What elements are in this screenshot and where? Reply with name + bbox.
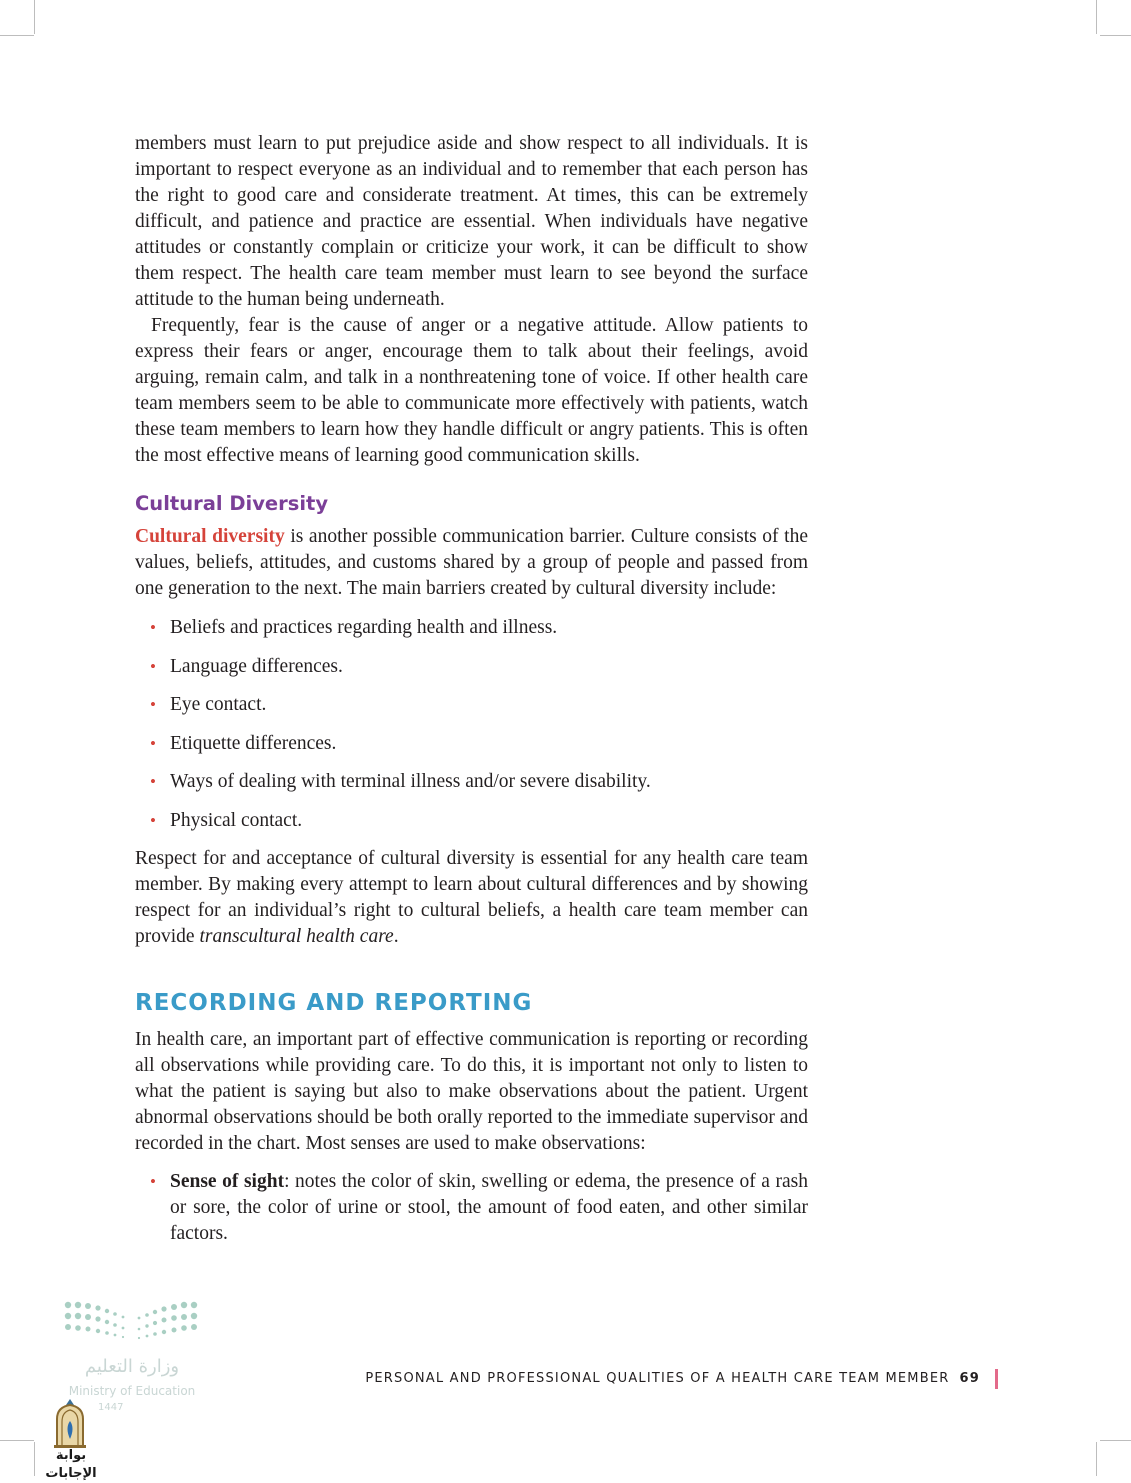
list-item: • Ways of dealing with terminal illness and/or severe disability. bbox=[135, 769, 808, 795]
crop-mark-bottom-right-h bbox=[1100, 1440, 1131, 1441]
closing-text: Respect for and acceptance of cultural diversity is essential for any health care team member. By making every attempt to learn about cultural differences and by showing respect for an individual’s right to cultural beliefs, a health care team member can provide bbox=[135, 848, 808, 947]
list-item: • Language differences. bbox=[135, 654, 808, 680]
answers-portal-label: بوابة الإجابات bbox=[45, 1448, 97, 1481]
list-item bbox=[135, 1169, 808, 1247]
recording-reporting-heading: RECORDING AND REPORTING bbox=[135, 990, 533, 1016]
recording-intro: In health care, an important part of effective communication is reporting or recording all observations while providing care. To do this, it is important not only to listen to what the patient is saying but also to make observations about the patient. Urgent abnormal observations should be both orally reported to the immediate supervisor and recorded in the chart. Most senses are used to make observations: bbox=[135, 1029, 808, 1154]
list-item: • Physical contact. bbox=[135, 808, 808, 834]
barriers-list bbox=[135, 615, 808, 834]
cultural-diversity-intro-text: is another possible communication barrier. Culture consists of the values, beliefs, attitudes, and customs shared by a group of people and passed from one generation to the next. The main barriers created by cultural diversity include: bbox=[135, 526, 808, 599]
closing-italic-term: transcultural health care bbox=[199, 926, 394, 947]
list-item: • Eye contact. bbox=[135, 692, 808, 718]
closing-period: . bbox=[393, 926, 399, 947]
lantern-logo-icon bbox=[48, 1397, 92, 1449]
crop-mark-top-right-v bbox=[1096, 0, 1097, 34]
crop-mark-top-right-h bbox=[1100, 35, 1131, 36]
crop-mark-bottom-left-h bbox=[0, 1440, 34, 1441]
ministry-logo-dots-icon bbox=[62, 1299, 202, 1345]
page-number: 69 bbox=[959, 1371, 980, 1386]
crop-mark-bottom-right-v bbox=[1096, 1442, 1097, 1476]
key-term: Cultural diversity bbox=[135, 526, 285, 547]
body-paragraph-2: Frequently, fear is the cause of anger or a negative attitude. Allow patients to express their fears or anger, encourage them to talk about their feelings, avoid arguing, remain calm, and talk in a nonthreatening tone of voice. If other health care team members seem to be able to communicate more effectively with patients, watch these team members to learn how they handle difficult or angry patients. This is often the most effective means of learning good communication skills. bbox=[135, 315, 808, 466]
ministry-english-name: Ministry of Education bbox=[68, 1384, 196, 1398]
sense-label: Sense of sight bbox=[170, 1171, 285, 1192]
cultural-diversity-closing bbox=[135, 846, 808, 950]
cultural-diversity-heading: Cultural Diversity bbox=[135, 492, 329, 515]
list-item: • Beliefs and practices regarding health and illness. bbox=[135, 615, 808, 641]
body-paragraph-1: members must learn to put prejudice aside and show respect to all individuals. It is important to respect everyone as an individual and to remember that each person has the right to good care and considerate treatment. At times, this can be extremely difficult, and patience and practice are essential. When individuals have negative attitudes or constantly complain or criticize your work, it can be difficult to show them respect. The health care team member must learn to see beyond the surface attitude to the human being underneath. bbox=[135, 133, 808, 310]
list-item: • Etiquette differences. bbox=[135, 731, 808, 757]
running-title: PERSONAL AND PROFESSIONAL QUALITIES OF A HEALTH CARE TEAM MEMBER bbox=[365, 1371, 950, 1386]
page-content bbox=[135, 131, 808, 1247]
sense-description: : notes the color of skin, swelling or edema, the presence of a rash or sore, the color of urine or stool, the amount of food eaten, and other similar factors. bbox=[170, 1171, 808, 1244]
page-footer bbox=[300, 1368, 980, 1390]
cultural-diversity-intro bbox=[135, 524, 808, 602]
senses-list bbox=[135, 1169, 808, 1247]
crop-mark-top-left-h bbox=[0, 35, 34, 36]
ministry-year: 1447 bbox=[98, 1402, 124, 1413]
ministry-arabic-name: وزارة التعليم bbox=[84, 1356, 180, 1377]
page-number-bar bbox=[995, 1369, 998, 1389]
crop-mark-top-left-v bbox=[34, 0, 35, 34]
